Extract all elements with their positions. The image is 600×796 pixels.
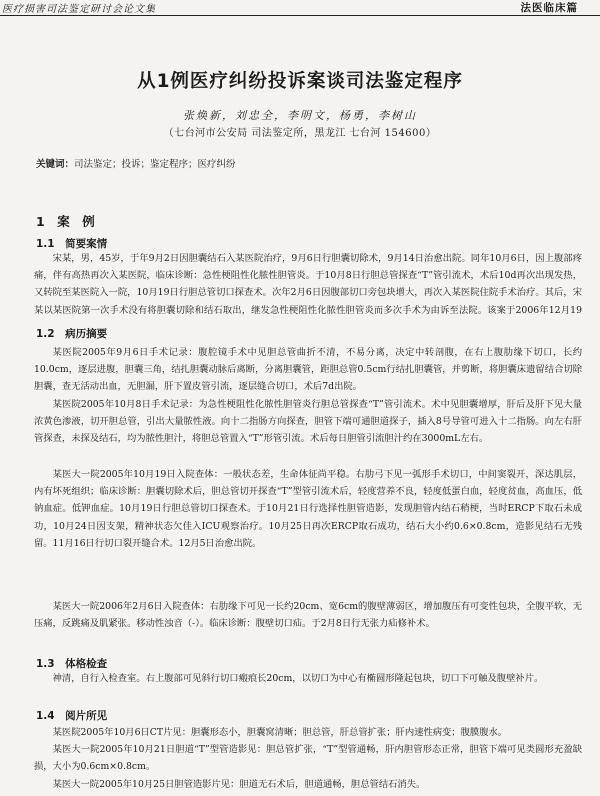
paragraph-case-brief: 宋某，男，45岁，于年9月2日因胆囊结石入某医院治疗，9月6日行胆囊切除术，9月14日治愈出院。同年10月6日，因上腹部疼痛，伴有高热再次入某医院，临床诊断：急性梗阻性化脓性胆管炎。于10月8日行胆总管探查“T”管引流术，术后10d再次出现发热，又转院至某医院入一院，10月19日行胆总管切口探查术。次年2月6日因腹部切口旁包块增大，再次入某医院住院手术治疗。其后，宋某以某医院第一次手术没有将胆囊切除和结石取出，继发急性梗阻性化脓性胆管炎而多次手术为由诉至法院。该案于2006年12月19 [34,253,582,316]
paragraph-record-1: 某医院2005年9月6日手术记录：腹腔镜手术中见胆总管曲折不清，不易分离，决定中转剖腹，在右上腹肋缘下切口，长约10.0cm，逐层进腹，胆囊三角，结扎胆囊动脉后离断，分离胆囊管，距胆总管0.5cm行结扎胆囊管，并剪断，将胆囊床遗留结合切除胆囊，查无活动出血，无胆漏，肝下置皮管引流，逐层缝合切口，术后7d出院。 [34,347,582,393]
paragraph-exam: 神清，自行入检查室。右上腹部可见斜行切口瘢痕长20cm，以切口为中心有椭圆形隆起包块，切口下可触及腹壁补片。 [52,673,544,684]
paragraph-record-2: 某医院2005年10月8日手术记录：为急性梗阻性化脓性胆管炎行胆总管探查“T”管引流术。术中见胆囊增厚，肝后及肝下见大量浓黄色渗液，切开胆总管，引出大量脓性液。向十二指肠方向探查，胆管下端可通胆道探子，插入8号导管可进入十二指肠。向左右肝管探查，未探及结石，均为脓性胆汁，将胆总管置入“T”形管引流。术后每日胆管引流胆汁约在3000mL左右。 [34,399,582,445]
subsection-heading-imaging: 1.4 阅片所见 [36,710,108,722]
keywords-text: 司法鉴定；投诉；鉴定程序；医疗纠纷 [74,159,236,170]
section-name: 法医临床篇 [520,2,578,14]
author-list: 张焕新，刘忠全，李明文，杨勇，李树山 [183,109,417,122]
subsection-heading-records: 1.2 病历摘要 [36,328,108,340]
journal-name: 医疗损害司法鉴定研讨会论文集 [2,4,156,15]
paragraph-imaging-1: 某医院2005年10月6日CT片见：胆囊形态小，胆囊窝清晰；胆总管，肝总管扩张；肝内速性病变；腹膜腹水。 [52,727,508,738]
paragraph-record-4: 某医大一院2006年2月6日入院查体：右肋缘下可见一长约20cm、宽6cm的腹壁薄弱区，增加腹压有可变性包块，全腹平软，无压痛，反跳痛及肌紧张。移动性浊音（-）。临床诊断：腹壁切口疝。于2月8日行无张力疝修补术。 [34,601,582,630]
paragraph-imaging-3: 某医大一院2005年10月25日胆管造影片见：胆道无石术后，胆道通畅，胆总管结石消失。 [52,779,426,790]
subsection-heading-exam: 1.3 体格检查 [36,658,108,670]
article-title: 从1例医疗纠纷投诉案谈司法鉴定程序 [137,71,463,92]
paragraph-record-3: 某医大一院2005年10月19日入院查体：一般状态差，生命体征尚平稳。右肋弓下见一弧形手术切口，中间窦裂开，深达肌层，内有坏死组织；临床诊断：胆囊切除术后，胆总管切开探查“T”型管引流术后，轻度营养不良，轻度低蛋白血，轻度贫血，高血压，低钠血症。低钾血症。10月19日行胆总管切口探查术。于10月21日行选择性胆管造影，发现胆管内结石稍梗，当时ERCP下取石未成功，10月24日因支架，精神状态欠佳入ICU观察治疗。10月25日再次ERCP取石成功，结石大小约0.6×0.8cm，造影见结石无残留。11月16日行切口裂开缝合术。12月5日治愈出院。 [34,469,582,549]
subsection-heading-brief: 1.1 简要案情 [36,238,108,250]
paragraph-imaging-2: 某医大一院2005年10月21日胆道“T”型管造影见：胆总管扩张，“T”型管通畅，肝内胆管形态正常，胆管下端可见类圆形充盈缺损，大小为0.6cm×0.8cm。 [34,744,582,773]
affiliation: （七台河市公安局 司法鉴定所，黑龙江 七台河 154600） [163,128,437,139]
running-header [0,0,600,16]
section-heading-case: 1 案 例 [36,214,95,229]
keywords [36,156,576,170]
keywords-label: 关键词： [36,159,75,170]
